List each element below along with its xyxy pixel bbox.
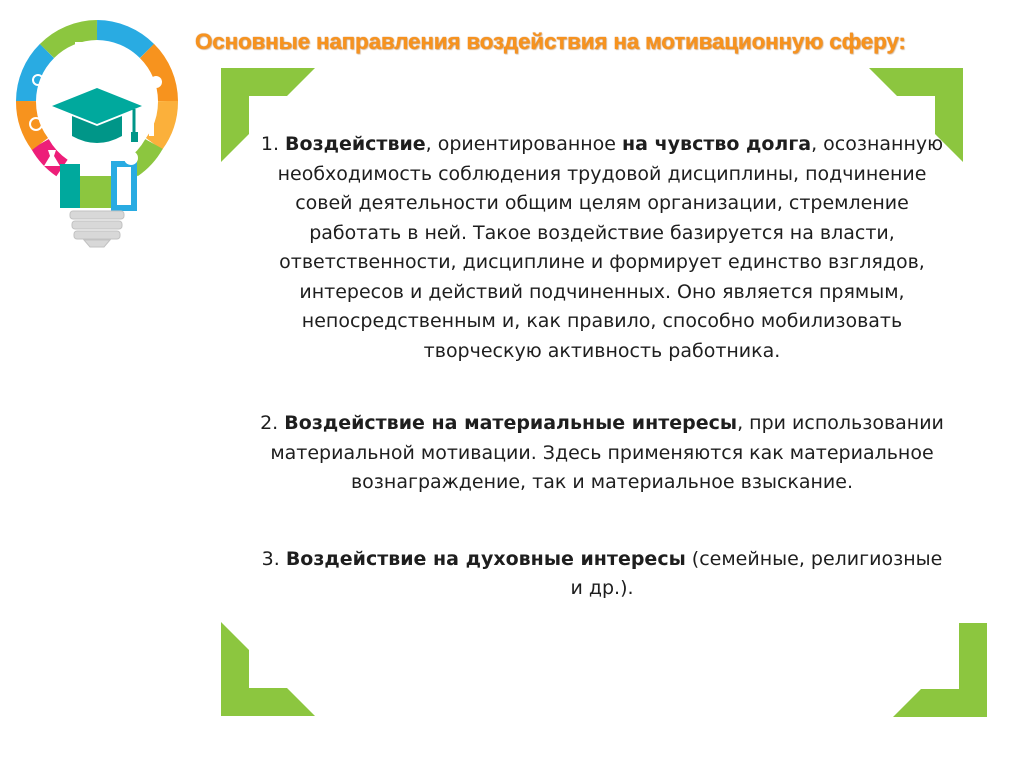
content-block (258, 130, 946, 604)
book-icon (75, 42, 89, 52)
paragraph-bold: Воздействие (285, 133, 426, 155)
lightbulb-icon (12, 16, 182, 248)
paragraph-text: (семейные, религиозные и др.). (570, 547, 943, 599)
frame-corner-bottom-right (893, 623, 987, 717)
globe-icon (124, 151, 138, 165)
frame-corner-bottom-left (221, 622, 315, 716)
paragraph-duty (258, 130, 946, 366)
paragraph-number: 3. (261, 547, 280, 570)
paragraph-bold: Воздействие на духовные интересы (285, 547, 686, 570)
paragraph-number: 2. (260, 412, 279, 434)
graduation-cap-icon (52, 88, 142, 143)
paragraph-text: , при использовании материальной мотивации. Здесь применяются как материальное вознаграждение, так и материальное взыскание. (270, 412, 944, 493)
paragraph-bold: Воздействие на материальные интересы (284, 412, 738, 434)
slide-title: Основные направления воздействия на мотивационную сферу: (195, 29, 906, 54)
paragraph-bold: на чувство долга (622, 133, 812, 155)
paragraph-text: , осознанную необходимость соблюдения трудовой дисциплины, подчинение совей деятельности общим целям организации, стремление работать в ней. Такое воздействие базируется на власти, ответственности, дисциплине и формирует единство взглядов, интересов и действий подчиненных. Оно является прямым, непосредственным и, как правило, способно мобилизовать творческую активность работника. (277, 133, 944, 362)
paragraph-material (258, 409, 946, 498)
pencil-icon (149, 116, 154, 136)
paragraph-spiritual (258, 545, 946, 604)
paragraph-number: 1. (260, 133, 279, 155)
palette-icon (119, 48, 131, 60)
lamp-icon (150, 76, 162, 88)
paragraph-text: , ориентированное (425, 133, 616, 155)
